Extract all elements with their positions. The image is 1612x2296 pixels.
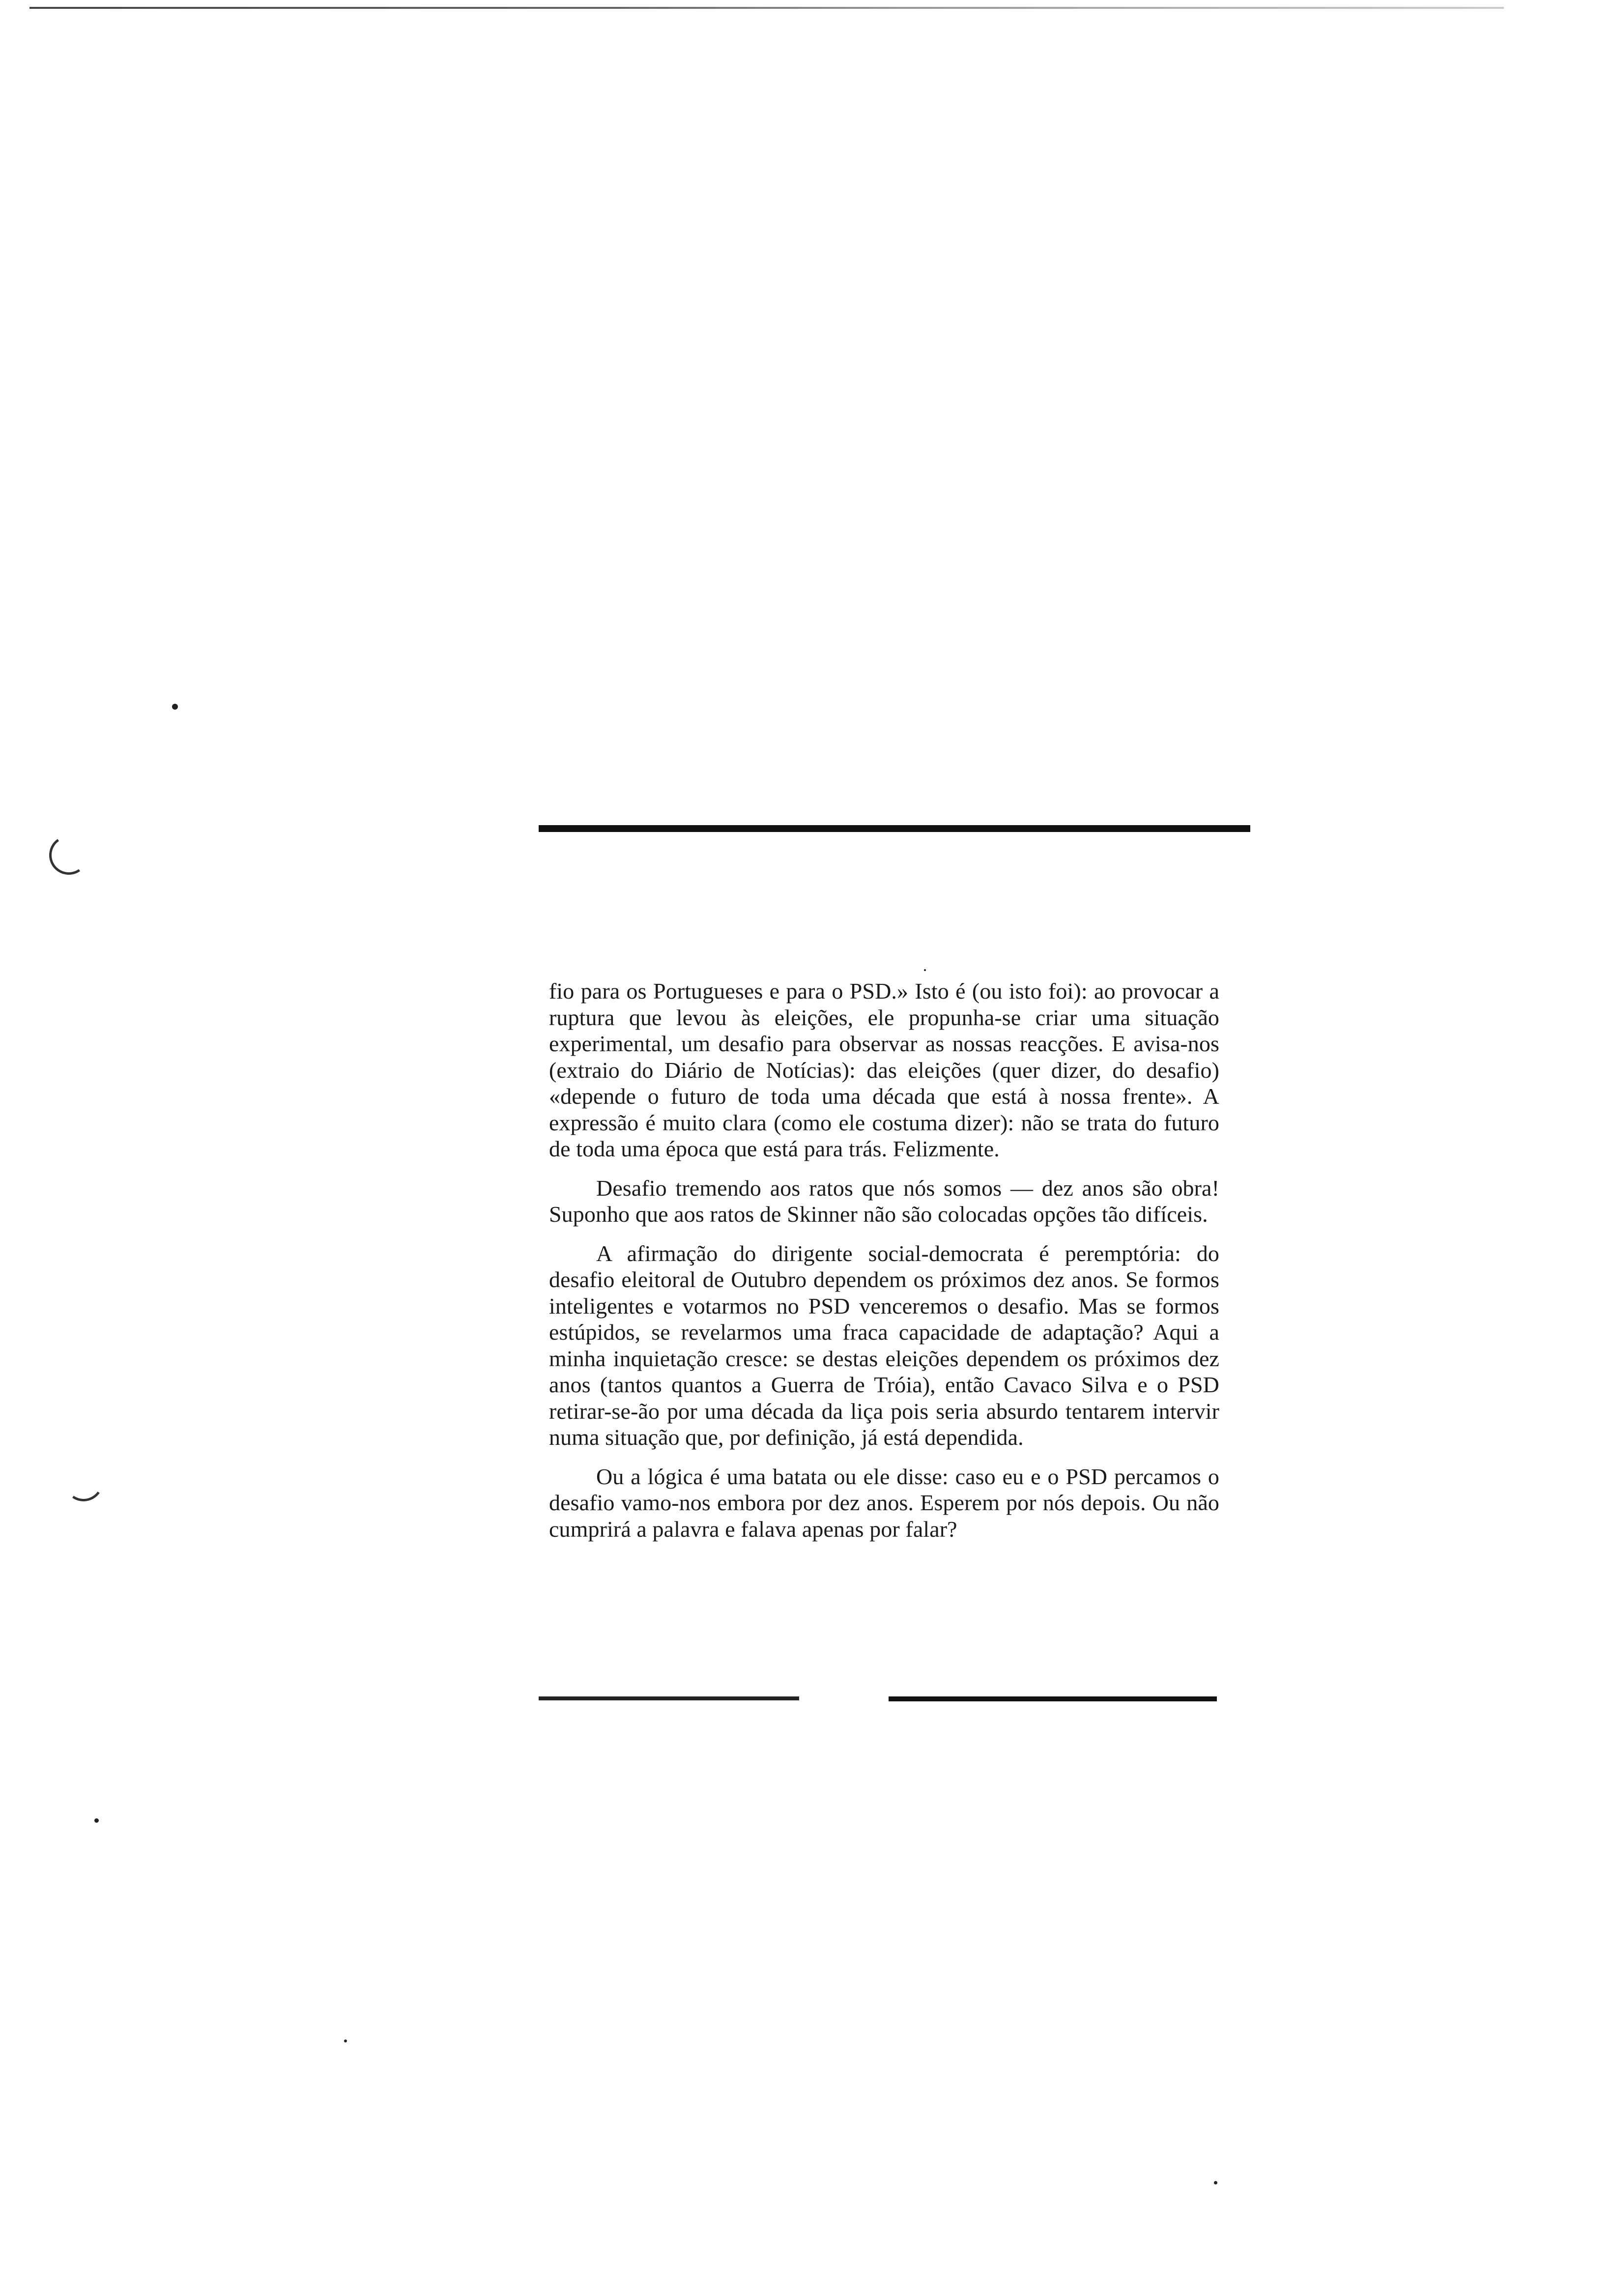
binder-hole-mark [46,832,92,878]
article-paragraph: A afirmação do dirigente social-democrata é peremptória: do desafio eleitoral de Outubro dependem os próximos dez anos. Se formos inteligentes e votarmos no PSD venceremos o desafio. Mas se formos estúpidos, se revelarmos uma fraca capacidade de adaptação? Aqui a minha inquietação cresce: se destas eleições dependem os próximos dez anos (tantos quantos a Guerra de Tróia), então Cavaco Silva e o PSD retirar-se-ão por uma década da liça pois seria absurdo tentarem intervir numa situação que, por definição, já está dependida. [549,1240,1219,1450]
article-column [549,978,1219,1555]
scan-speck [172,704,178,710]
column-top-rule [539,825,1250,832]
scan-speck [94,1818,99,1823]
scan-speck [344,2039,347,2042]
column-bottom-rule-right [889,1696,1217,1701]
column-bottom-rule-left [539,1696,799,1700]
binder-hole-mark [61,1459,107,1505]
article-paragraph: fio para os Portugueses e para o PSD.» Isto é (ou isto foi): ao provocar a ruptura que levou às eleições, ele propunha-se criar uma situação experimental, um desafio para observar as nossas reacções. E avisa-nos (extraio do Diário de Notícias): das eleições (quer dizer, do desafio) «depende o futuro de toda uma década que está à nossa frente». A expressão é muito clara (como ele costuma dizer): não se trata do futuro de toda uma época que está para trás. Felizmente. [549,978,1219,1161]
scan-top-edge [29,7,1504,9]
article-paragraph: Desafio tremendo aos ratos que nós somos — dez anos são obra! Suponho que aos ratos de Skinner não são colocadas opções tão difíceis. [549,1175,1219,1227]
scan-speck [924,969,926,971]
scan-speck [1214,2181,1217,2184]
article-paragraph: Ou a lógica é uma batata ou ele disse: caso eu e o PSD percamos o desafio vamo-nos embora por dez anos. Esperem por nós depois. Ou não cumprirá a palavra e falava apenas por falar? [549,1464,1219,1542]
